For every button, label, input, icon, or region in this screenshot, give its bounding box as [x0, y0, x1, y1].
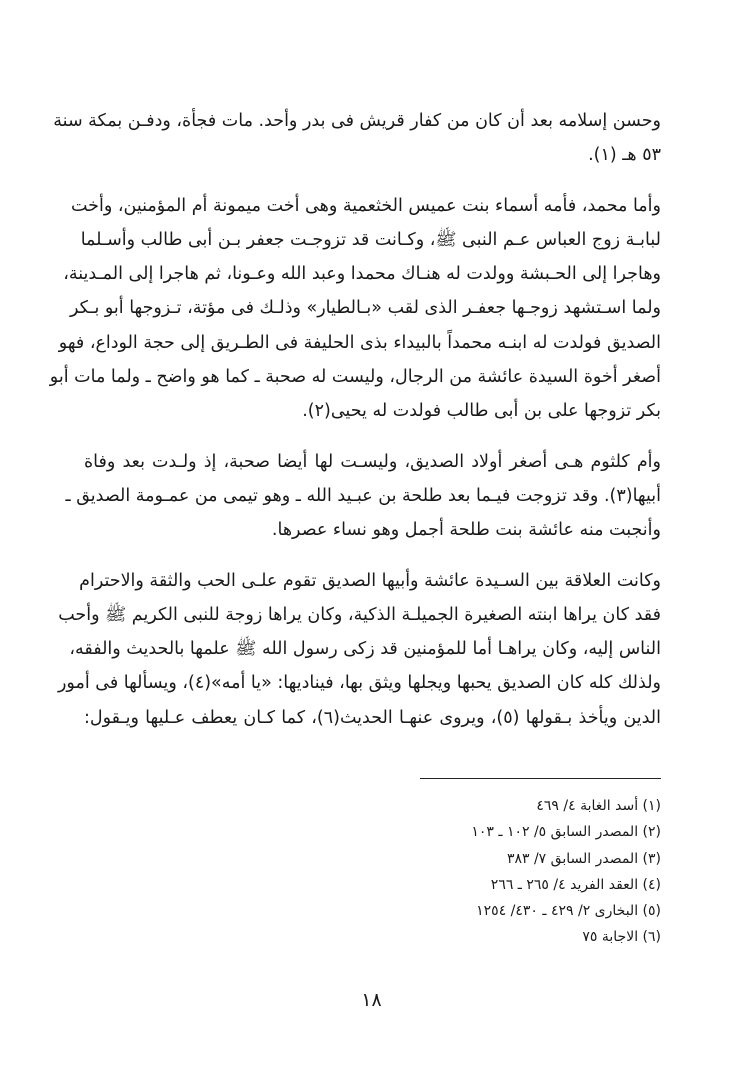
text-line: وهاجرا إلى الحـبشة وولدت له هنـاك محمدا وعبد الله وعـونا، ثم هاجرا إلى المـدينة، [63, 264, 661, 285]
footnote-5: (٥) البخارى ٢/ ٤٢٩ ـ ٤٣٠/ ١٢٥٤ [476, 903, 661, 920]
footnote-1: (١) أسد الغابة ٤/ ٤٦٩ [536, 798, 661, 814]
text-line: ٥٣ هـ (١). [588, 145, 661, 166]
paragraph-4 [57, 564, 661, 735]
footnote-2: (٢) المصدر السابق ٥/ ١٠٢ ـ ١٠٣ [471, 824, 661, 841]
text-line: فقد كان يراها ابنته الصغيرة الجميلـة الذكية، وكان يراها زوجة للنبى الكريم ﷺ وأحب [58, 604, 661, 625]
text-line: ولما اسـتشهد زوجـها جعفـر الذى لقب «بـالطيار» وذلـك فى مؤتة، تـزوجها أبو بـكر [70, 298, 661, 319]
text-line: الناس إليه، وكان يراهـا أما للمؤمنين قد زكى رسول الله ﷺ علمها بالحديث والفقه، [69, 639, 661, 660]
page-number: ١٨ [361, 989, 382, 1011]
text-line: الدين ويأخذ بـقولها (٥)، ويروى عنهـا الحديث(٦)، كما كـان يعطف عـليها ويـقول: [84, 707, 661, 728]
footnote-6: (٦) الاجابة ٧٥ [582, 929, 661, 946]
text-line: وحسن إسلامه بعد أن كان من كفار قريش فى بدر وأحد. مات فجأة، ودفـن بمكة سنة [53, 111, 661, 131]
footnote-4: (٤) العقد الفريد ٤/ ٢٦٥ ـ ٢٦٦ [490, 876, 661, 893]
text-line: بكر تزوجها على بن أبى طالب فولدت له يحيى(٢). [302, 401, 661, 422]
text-line: أبيها(٣). وقد تزوجت فيـما بعد طلحة بن عبـيد الله ـ وهو تيمى من عمـومة الصديق ـ [65, 485, 661, 506]
text-line: وكانت العلاقة بين السـيدة عائشة وأبيها الصديق تقوم علـى الحب والثقة والاحترام [79, 570, 661, 591]
main-text [49, 104, 661, 751]
paragraph-2 [49, 189, 661, 429]
text-line: لبابـة زوج العباس عـم النبى ﷺ، وكـانت قد تزوجـت جعفر بـن أبى طالب وأسـلما [80, 229, 661, 250]
footnotes [320, 793, 661, 951]
footnote-3: (٣) المصدر السابق ٧/ ٣٨٣ [506, 850, 661, 867]
text-line: ولذلك كله كان الصديق يحبها ويجلها ويثق بها، فيناديها: «يا أمه»(٤)، ويسألها فى أمور [57, 673, 661, 694]
paragraph-1 [53, 104, 661, 173]
text-line: وأنجبت منه عائشة بنت طلحة أجمل وهو نساء عصرها. [271, 520, 661, 541]
text-line: وأم كلثوم هـى أصغر أولاد الصديق، وليسـت لها أيضا صحبة، إذ ولـدت بعد وفاة [84, 451, 661, 472]
paragraph-3 [65, 445, 661, 548]
footnote-separator [420, 778, 661, 779]
text-line: وأما محمد، فأمه أسماء بنت عميس الخثعمية وهى أخت ميمونة أم المؤمنين، وأخت [71, 195, 661, 216]
text-line: الصديق فولدت له ابنـه محمداً بالبيداء بذى الحليفة فى الطـريق إلى حجة الوداع، فهو [58, 332, 661, 353]
text-line: أصغر أخوة السيدة عائشة من الرجال، وليست له صحبة ـ كما هو واضح ـ ولما مات أبو [49, 367, 661, 388]
